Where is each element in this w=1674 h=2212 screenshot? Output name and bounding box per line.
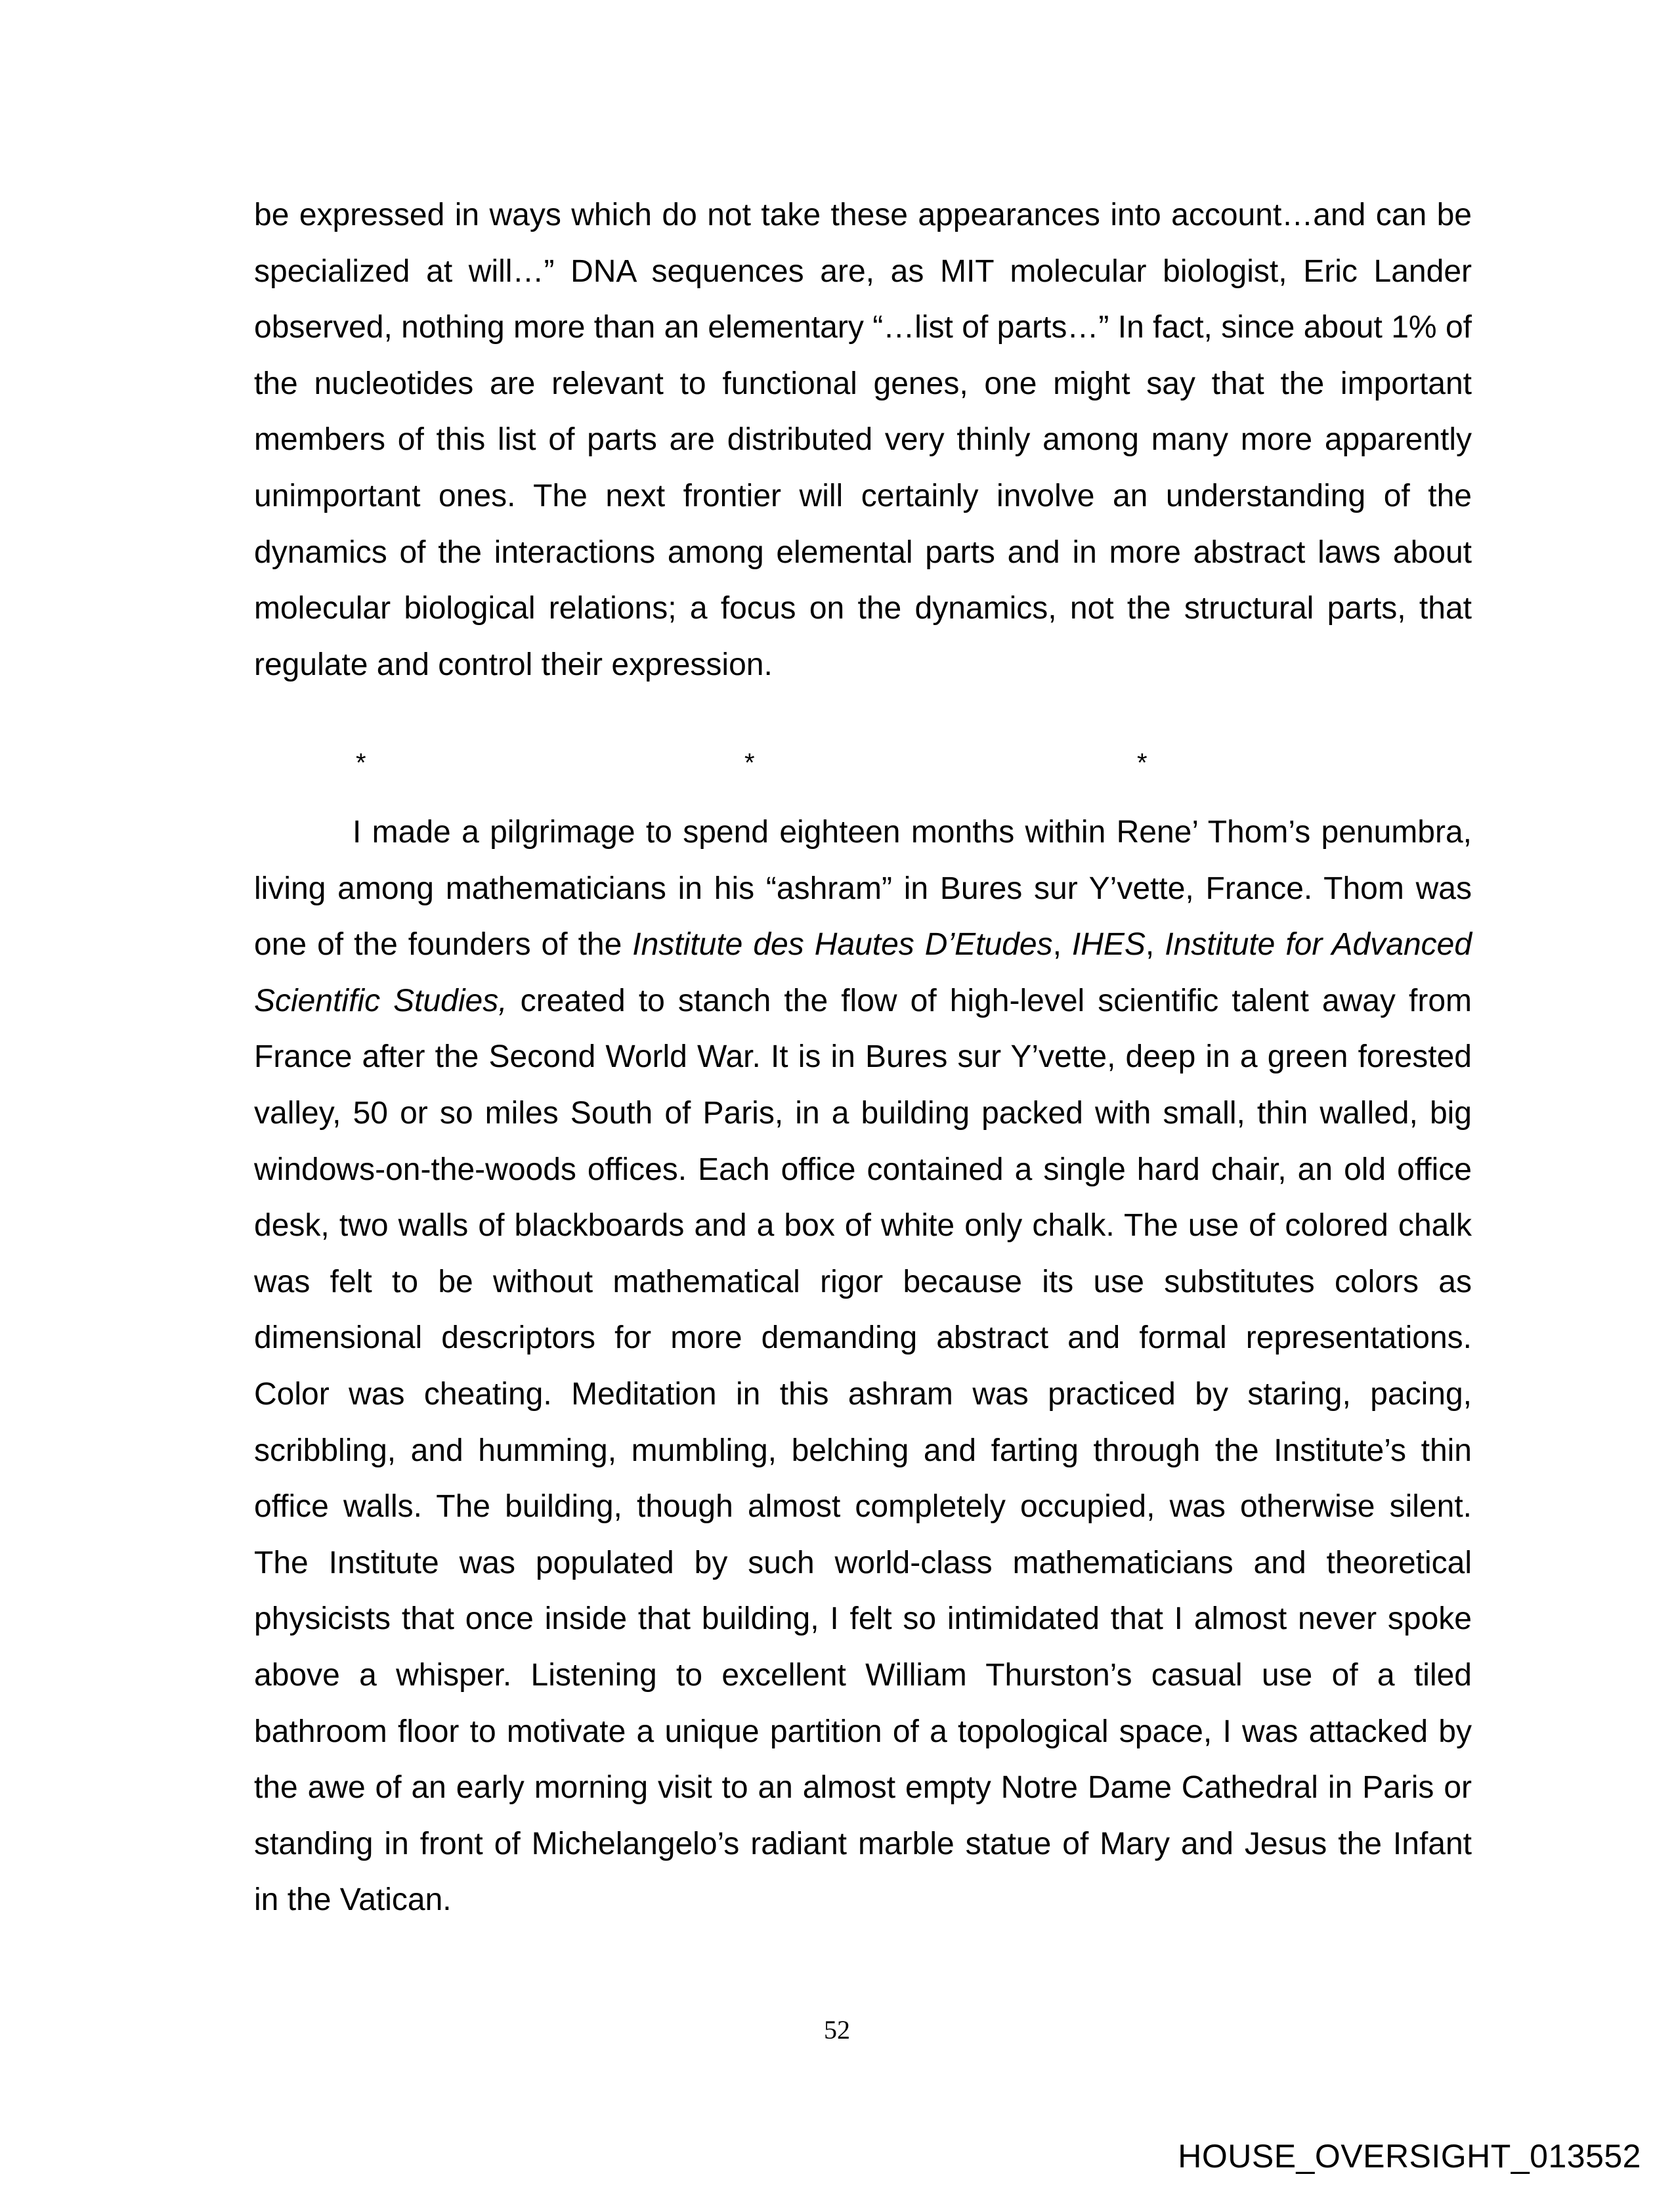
paragraph-2-text-b: , [1052,927,1072,963]
separator-asterisk: * [356,748,366,777]
paragraph-2-text-c: , [1145,927,1165,963]
institute-name-french: Institute des Hautes D’Etudes [632,927,1053,963]
separator-asterisk: * [744,748,755,777]
document-id-stamp: HOUSE_OVERSIGHT_013552 [1178,2138,1641,2175]
body-paragraph-1: be expressed in ways which do not take these appearances into account…and can be specialized at will…” DNA sequences are, as MIT molecular biologist, Eric Lander observed, nothing more than an elementary “…list of parts…” In fact, since about 1% of the nucleotides are relevant to functional genes, one might say that the important members of this list of parts are distributed very thinly among many more apparently unimportant ones. The next frontier will certainly involve an understanding of the dynamics of the interactions among elemental parts and in more abstract laws about molecular biological relations; a focus on the dynamics, not the structural parts, that regulate and control their expression. [254,198,1472,682]
institute-acronym: IHES [1071,927,1146,963]
separator-asterisk: * [1137,748,1148,777]
page-number: 52 [824,2015,850,2045]
section-separator [254,748,1472,788]
paragraph-2-text-d: created to stanch the flow of high-level scientific talent away from France after the Second World War. It is in Bures sur Y’vette, deep in a green forested valley, 50 or so miles South of Paris, in a building packed with small, thin walled, big windows-on-the-woods offices. Each office contained a single hard chair, an old office desk, two walls of blackboards and a box of white only chalk. The use of colored chalk was felt to be without mathematical rigor because its use substitutes colors as dimensional descriptors for more demanding abstract and formal representations. Color was cheating. Meditation in this ashram was practiced by staring, pacing, scribbling, and humming, mumbling, belching and farting through the Institute’s thin office walls. The building, though almost completely occupied, was otherwise silent. The Institute was populated by such world-class mathematicians and theoretical physicists that once inside that building, I felt so intimidated that I almost never spoke above a whisper. Listening to excellent William Thurston’s casual use of a tiled bathroom floor to motivate a unique partition of a topological space, I was attacked by the awe of an early morning visit to an almost empty Notre Dame Cathedral in Paris or standing in front of Michelangelo’s radiant marble statue of Mary and Jesus the Infant in the Vatican. [254,983,1472,1918]
institute-name-english: Institute for Advanced Scientific Studies, [254,927,1472,1018]
body-paragraph-2 [254,804,1472,1928]
paragraph-2-text-a: I made a pilgrimage to spend eighteen months within Rene’ Thom’s penumbra, living among mathematicians in his “ashram” in Bures sur Y’vette, France. Thom was one of the founders of the [254,815,1472,963]
